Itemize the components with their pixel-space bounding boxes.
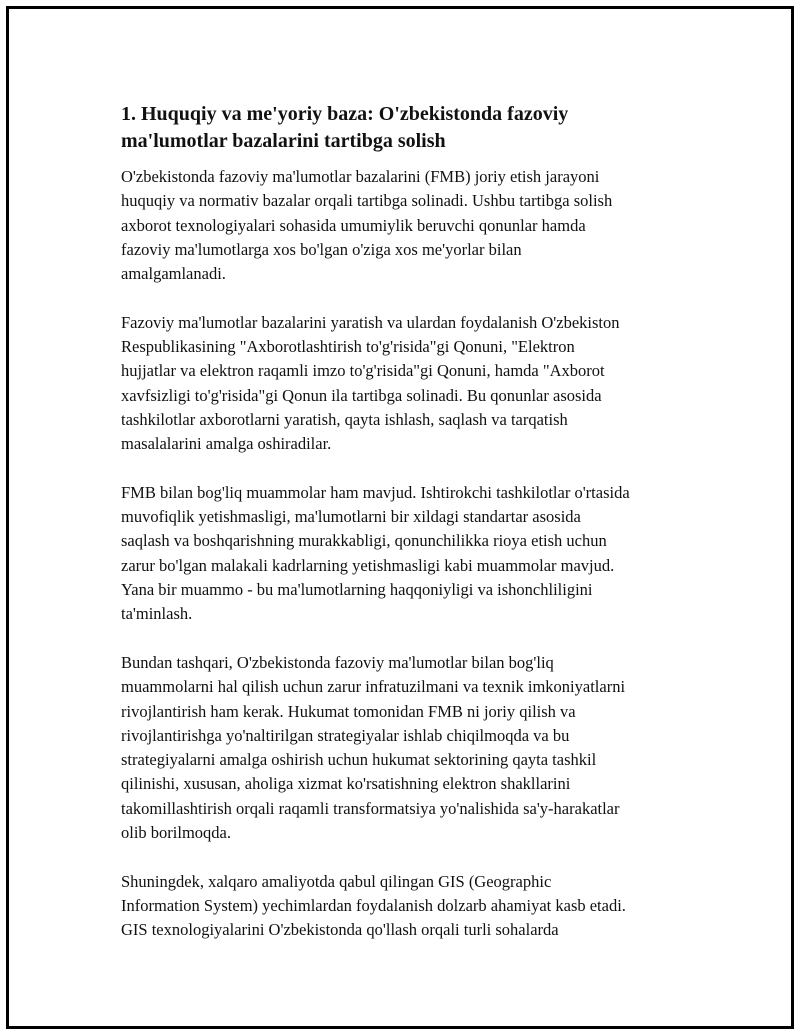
text-line: fazoviy ma'lumotlarga xos bo'lgan o'ziga xos me'yorlar bilan (121, 239, 522, 259)
text-line: Bundan tashqari, O'zbekistonda fazoviy ma'lumotlar bilan bog'liq (121, 652, 554, 672)
text-line: rivojlantirishga yo'naltirilgan strategiyalar ishlab chiqilmoqda va bu (121, 725, 570, 745)
paragraph-2 (121, 311, 701, 457)
text-line: Respublikasining "Axborotlashtirish to'g'risida"gi Qonuni, "Elektron (121, 337, 575, 357)
text-line: GIS texnologiyalarini O'zbekistonda qo'llash orqali turli sohalarda (121, 920, 559, 940)
paragraph-5 (121, 870, 701, 943)
text-line: muvofiqlik yetishmasligi, ma'lumotlarni bir xildagi standartar asosida (121, 507, 581, 527)
text-line: axborot texnologiyalari sohasida umumiylik beruvchi qonunlar hamda (121, 215, 586, 235)
text-line: ta'minlash. (121, 604, 193, 624)
paragraph-4 (121, 651, 701, 845)
heading-line: ma'lumotlar bazalarini tartibga solish (121, 130, 446, 152)
text-line: takomillashtirish orqali raqamli transformatsiya yo'nalishida sa'y-harakatlar (121, 798, 620, 818)
text-line: FMB bilan bog'liq muammolar ham mavjud. Ishtirokchi tashkilotlar o'rtasida (121, 482, 630, 502)
text-line: masalalarini amalga oshiradilar. (121, 434, 332, 454)
text-line: Shuningdek, xalqaro amaliyotda qabul qilingan GIS (Geographic (121, 871, 552, 891)
text-line: huquqiy va normativ bazalar orqali tartibga solinadi. Ushbu tartibga solish (121, 191, 613, 211)
text-line: strategiyalarni amalga oshirish uchun hukumat sektorining qayta tashkil (121, 750, 597, 770)
text-line: O'zbekistonda fazoviy ma'lumotlar bazalarini (FMB) joriy etish jarayoni (121, 167, 600, 186)
text-line: Information System) yechimlardan foydalanish dolzarb ahamiyat kasb etadi. (121, 895, 626, 915)
heading-line: 1. Huquqiy va me'yoriy baza: O'zbekistonda fazoviy (121, 103, 569, 125)
text-line: rivojlantirish ham kerak. Hukumat tomonidan FMB ni joriy qilish va (121, 701, 576, 721)
text-line: qilinishi, xususan, aholiga xizmat ko'rsatishning elektron shakllarini (121, 774, 571, 794)
text-line: Yana bir muammo - bu ma'lumotlarning haqqoniyligi va ishonchliligini (121, 580, 593, 600)
page-frame (6, 6, 794, 1029)
text-line: amalgamlanadi. (121, 264, 226, 284)
section-heading (121, 101, 621, 155)
text-line: tashkilotlar axborotlarni yaratish, qayta ishlash, saqlash va tarqatish (121, 409, 568, 429)
text-line: xavfsizligi to'g'risida"gi Qonun ila tartibga solinadi. Bu qonunlar asosida (121, 385, 602, 405)
paragraph-3 (121, 481, 701, 627)
text-line: muammolarni hal qilish uchun zarur infratuzilmani va texnik imkoniyatlarni (121, 677, 626, 697)
text-line: olib borilmoqda. (121, 823, 231, 843)
text-line: hujjatlar va elektron raqamli imzo to'g'risida"gi Qonuni, hamda "Axborot (121, 361, 605, 381)
text-line: zarur bo'lgan malakali kadrlarning yetishmasligi kabi muammolar mavjud. (121, 555, 615, 575)
text-line: Fazoviy ma'lumotlar bazalarini yaratish va ulardan foydalanish O'zbekiston (121, 312, 620, 332)
text-line: saqlash va boshqarishning murakkabligi, qonunchilikka rioya etish uchun (121, 531, 607, 551)
paragraph-1 (121, 165, 701, 286)
document-content (121, 101, 701, 967)
